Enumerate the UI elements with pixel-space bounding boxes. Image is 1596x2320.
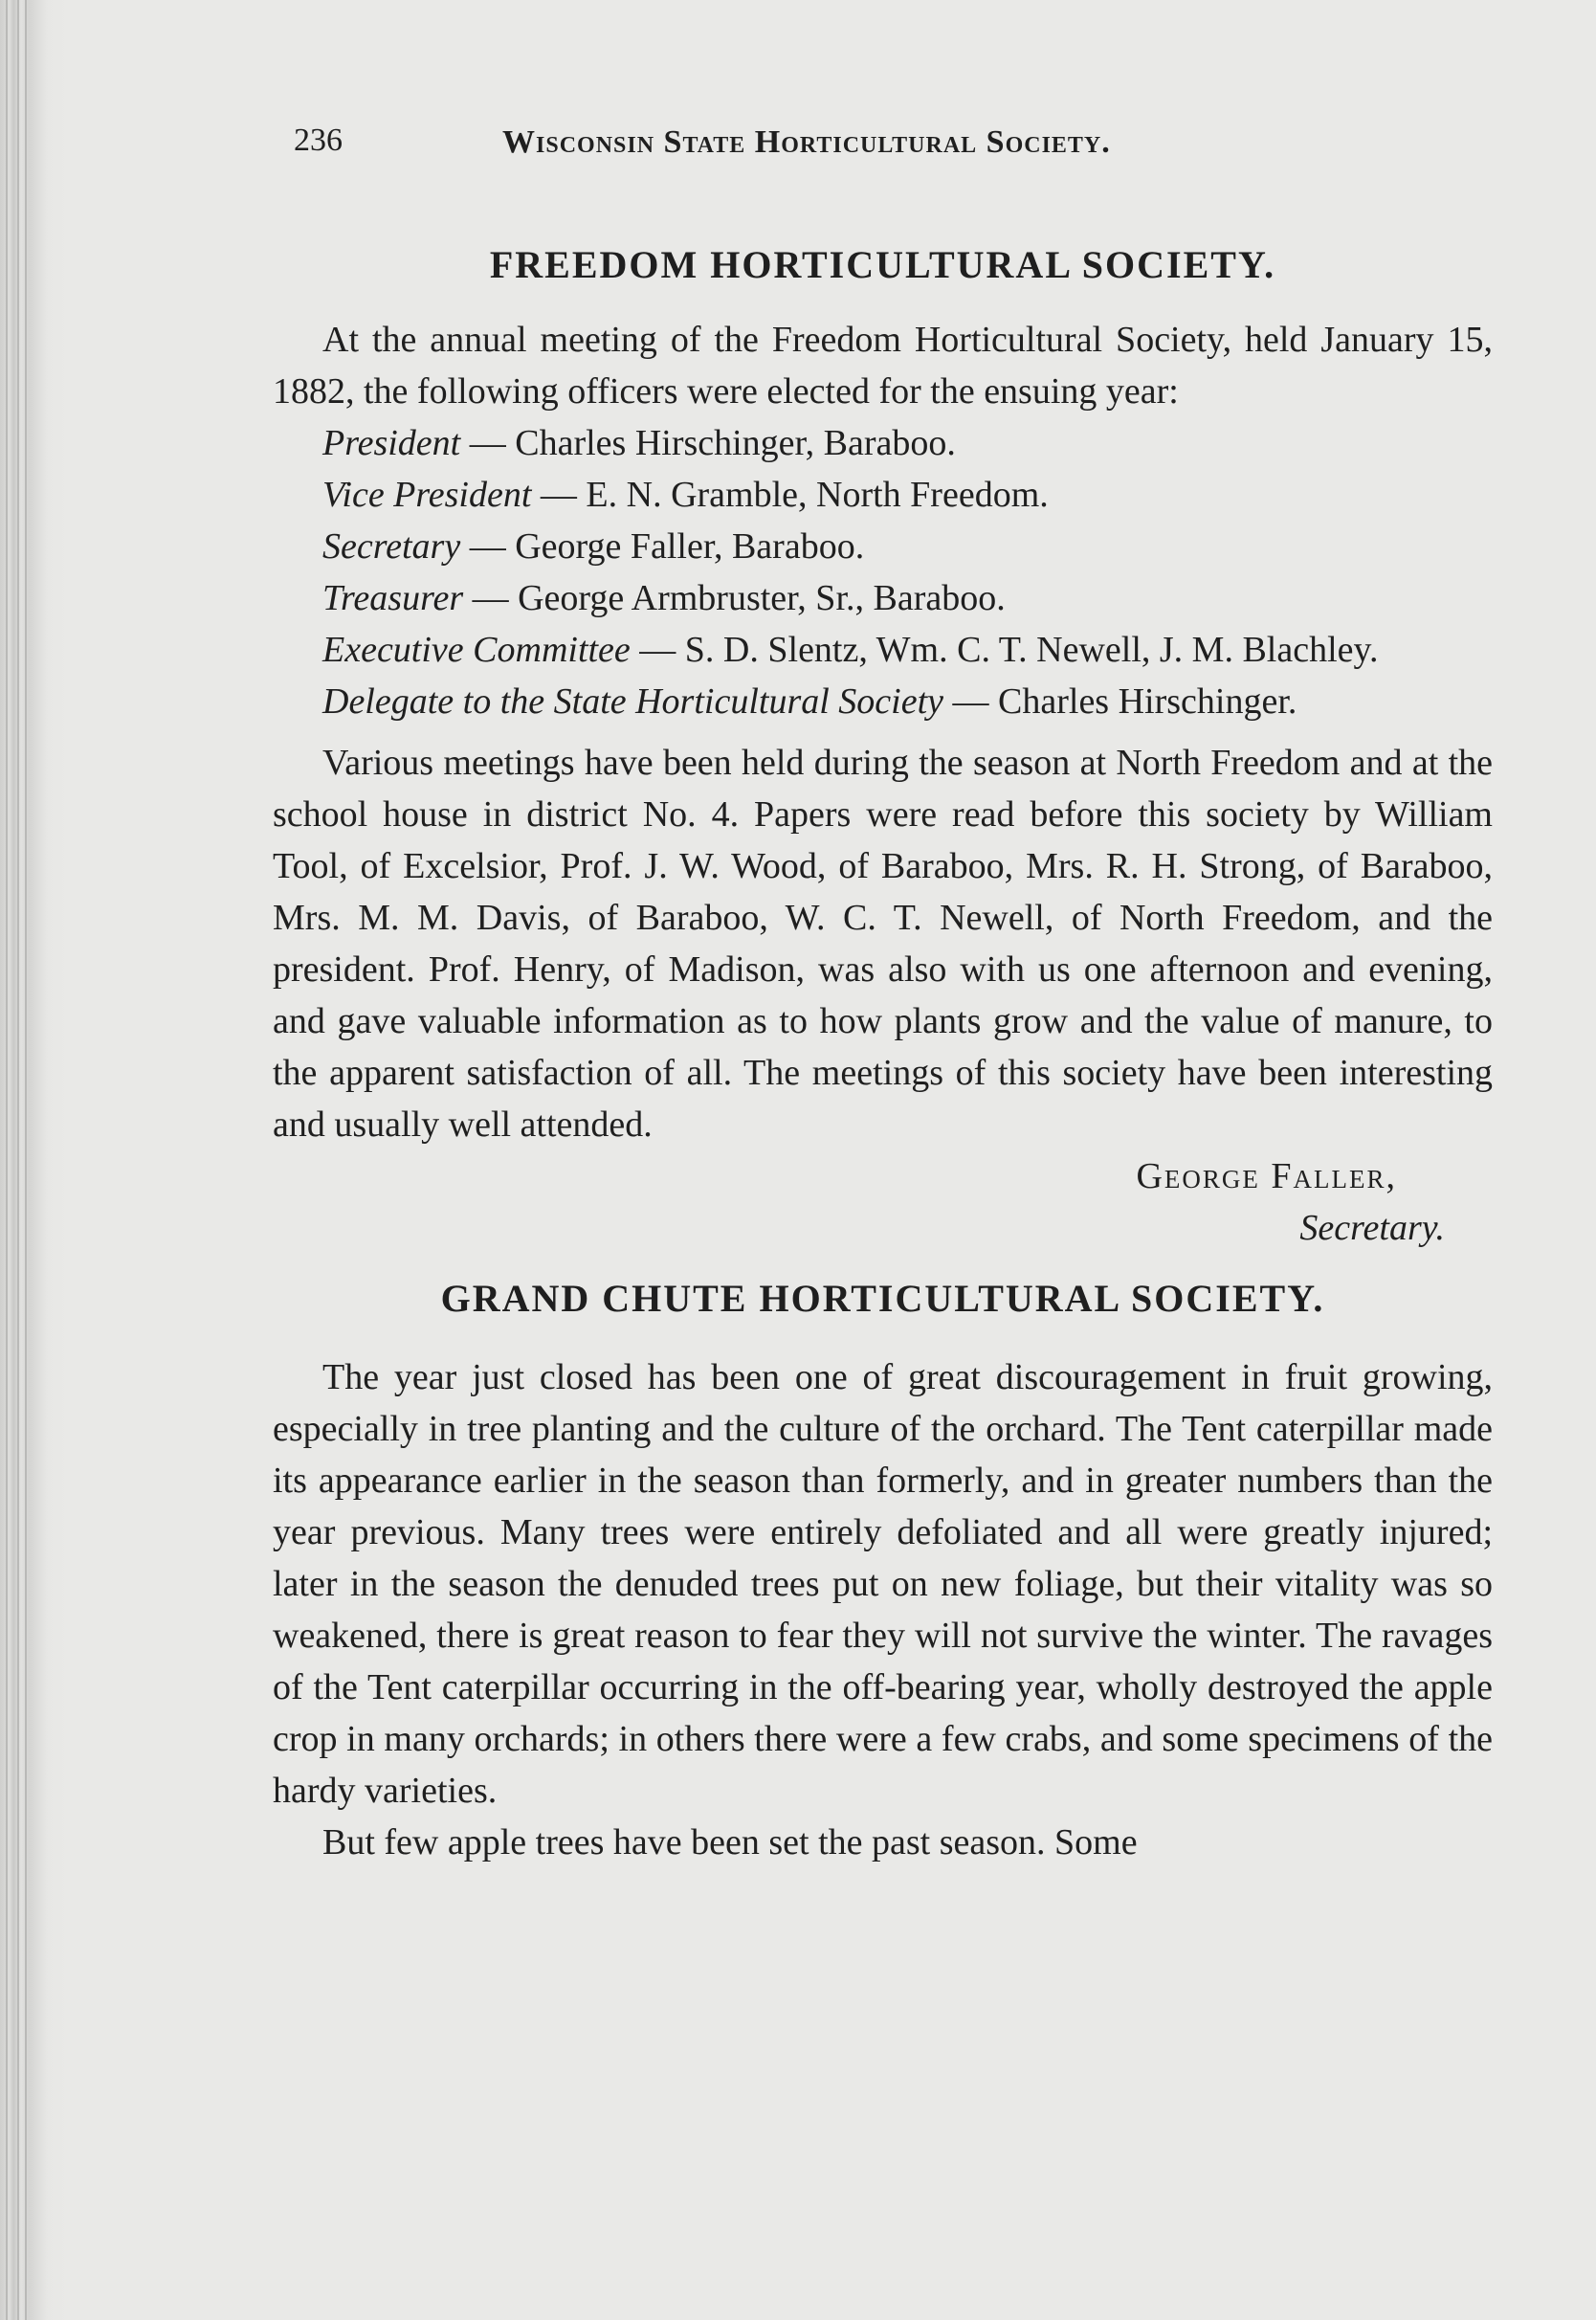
officer-line (273, 624, 1493, 676)
signature-name: George Faller, (1136, 1156, 1397, 1196)
gutter-line (25, 0, 27, 2320)
officer-name: — Charles Hirschinger, Baraboo. (460, 423, 956, 463)
officer-line (322, 469, 1493, 521)
meetings-paragraph: Various meetings have been held during the season at North Freedom and at the school house in district No. 4. Papers were read before this society by William Tool, of Excelsior, Prof. J. W. Wood, of Baraboo, Mrs. R. H. Strong, of Baraboo, Mrs. M. M. Davis, of Baraboo, W. C. T. Newell, of North Freedom, and the president. Prof. Henry, of Madison, was also with us one afternoon and evening, and gave valuable information as to how plants grow and the value of manure, to the apparent satisfaction of all. The meetings of this society have been interesting and usually well attended. (273, 743, 1493, 1145)
grand-chute-paragraph-1: The year just closed has been one of great discouragement in fruit growing, especially in tree planting and the culture of the orchard. The Tent caterpillar made its appearance earlier in the season than formerly, and in greater numbers than the year previous. Many trees were entirely defoliated and all were greatly injured; later in the season the denuded trees put on new foliage, but their vitality was so weakened, there is great reason to fear they will not survive the winter. The ravages of the Tent caterpillar occurring in the off-bearing year, wholly destroyed the apple crop in many orchards; in others there were a few crabs, and some specimens of the hardy varieties. (273, 1357, 1493, 1811)
section-heading-freedom: FREEDOM HORTICULTURAL SOCIETY. (489, 243, 1276, 286)
officer-name: — E. N. Gramble, North Freedom. (531, 475, 1049, 515)
officer-line (322, 417, 1493, 469)
signature-title: Secretary. (1299, 1208, 1445, 1248)
gutter-line (17, 0, 19, 2320)
section-heading-grand-chute: GRAND CHUTE HORTICULTURAL SOCIETY. (440, 1277, 1325, 1320)
signature (273, 1150, 1493, 1254)
officer-role: President (322, 423, 461, 463)
officer-name: — Charles Hirschinger. (943, 681, 1297, 722)
officer-role: Executive Committee (322, 630, 631, 670)
page-number: 236 (294, 123, 343, 158)
book-gutter (0, 0, 67, 2320)
running-head (273, 96, 1493, 172)
officer-name: — George Faller, Baraboo. (460, 526, 865, 567)
officer-line (322, 521, 1493, 572)
officer-role: Vice President (322, 475, 532, 515)
officer-role: Delegate to the State Horticultural Society (322, 681, 944, 722)
officer-line (322, 572, 1493, 624)
officer-role: Treasurer (322, 578, 464, 618)
spacer (273, 727, 1493, 737)
grand-chute-paragraph-2: But few apple trees have been set the past season. Some (322, 1822, 1138, 1863)
book-page (273, 96, 1493, 2297)
gutter-line (6, 0, 8, 2320)
officer-line (273, 676, 1493, 727)
intro-paragraph: At the annual meeting of the Freedom Horticultural Society, held January 15, 1882, the following officers were elected for the ensuing year: (273, 320, 1493, 412)
officer-name: — George Armbruster, Sr., Baraboo. (463, 578, 1006, 618)
officer-name: — S. D. Slentz, Wm. C. T. Newell, J. M. Blachley. (630, 630, 1379, 670)
officer-role: Secretary (322, 526, 461, 567)
journal-title: Wisconsin State Horticultural Society. (502, 124, 1111, 160)
